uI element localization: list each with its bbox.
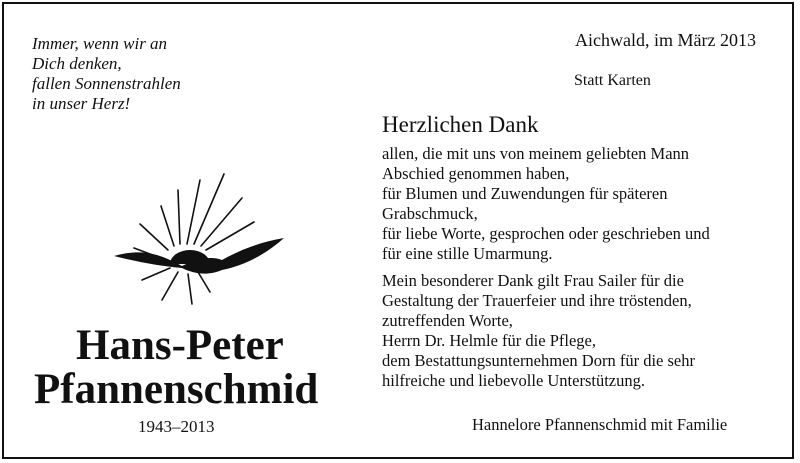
poem-line: fallen Sonnenstrahlen: [32, 74, 181, 93]
poem-line: in unser Herz!: [32, 94, 131, 113]
paragraph-line: Grabschmuck,: [382, 204, 478, 223]
statt-karten-note: Statt Karten: [574, 72, 651, 89]
paragraph-line: für eine stille Umarmung.: [382, 244, 553, 263]
deceased-last-name: Pfannenschmid: [34, 366, 319, 413]
paragraph-line: Gestaltung der Trauerfeier und ihre tröstenden,: [382, 291, 692, 310]
poem-line: Immer, wenn wir an: [32, 34, 168, 53]
life-dates: 1943–2013: [138, 417, 215, 436]
paragraph-line: zutreffenden Worte,: [382, 311, 513, 330]
paragraph-line: Abschied genommen haben,: [382, 164, 570, 183]
place-and-date: Aichwald, im März 2013: [575, 30, 756, 50]
memorial-poem: [32, 34, 181, 114]
deceased-first-name: Hans-Peter: [76, 322, 284, 369]
paragraph-line: dem Bestattungsunternehmen Dorn für die sehr: [382, 351, 695, 370]
paragraph-line: für liebe Worte, gesprochen oder geschrieben und: [382, 224, 710, 243]
sunrise-with-bird-icon: [94, 164, 294, 314]
special-thanks-paragraph: [382, 271, 695, 391]
obituary-card: [2, 2, 794, 459]
poem-line: Dich denken,: [32, 54, 122, 73]
thanks-heading: Herzlichen Dank: [382, 112, 539, 137]
paragraph-line: allen, die mit uns von meinem geliebten Mann: [382, 144, 690, 163]
paragraph-line: Mein besonderer Dank gilt Frau Sailer für die: [382, 271, 684, 290]
paragraph-line: Herrn Dr. Helmle für die Pflege,: [382, 331, 596, 350]
thanks-paragraph: [382, 144, 710, 264]
paragraph-line: für Blumen und Zuwendungen für späteren: [382, 184, 668, 203]
signature: Hannelore Pfannenschmid mit Familie: [472, 415, 728, 434]
paragraph-line: hilfreiche und liebevolle Unterstützung.: [382, 371, 646, 390]
